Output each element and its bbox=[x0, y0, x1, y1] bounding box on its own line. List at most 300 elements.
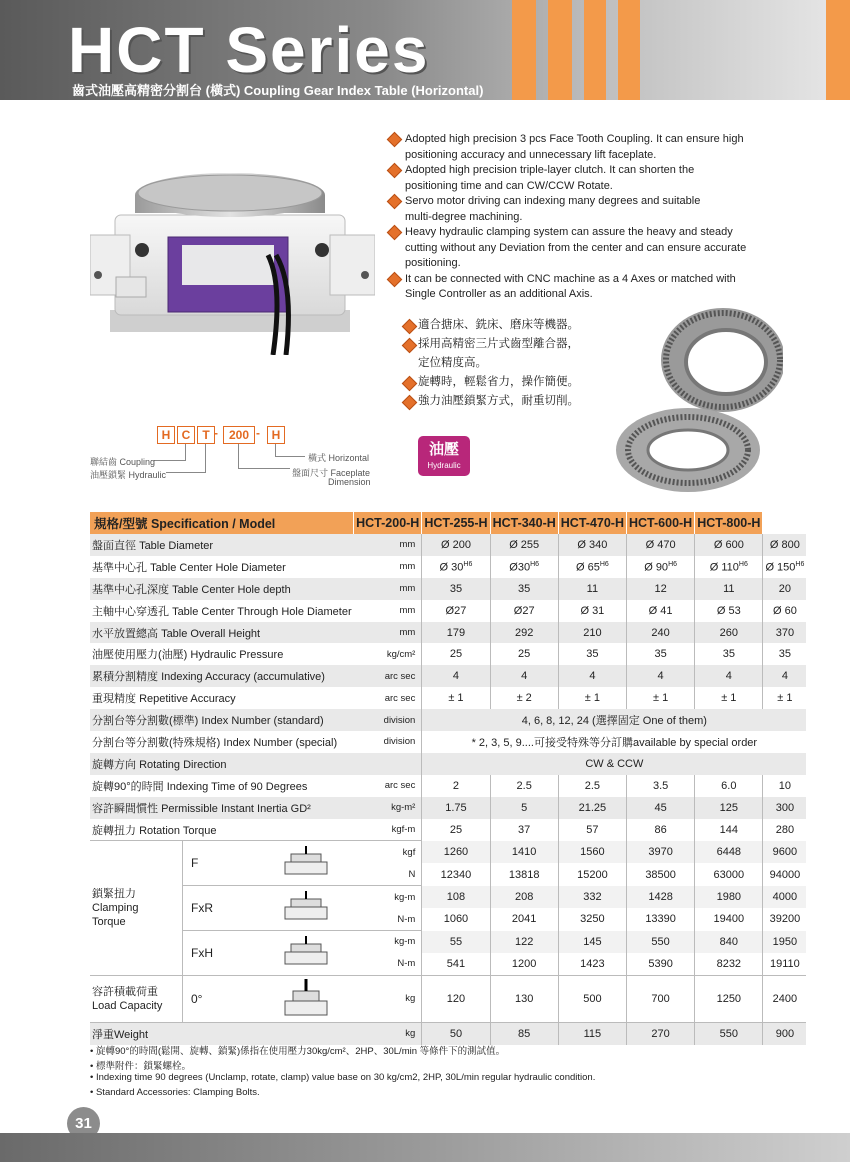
feature-line: Single Controller as an additional Axis. bbox=[405, 288, 593, 300]
row-unit: kg/cm² bbox=[354, 643, 422, 665]
table-cell bbox=[490, 687, 558, 709]
row-label-en: Table Overall Height bbox=[161, 627, 261, 640]
table-cell: 85 bbox=[490, 1022, 558, 1044]
cell-value: ± 1 bbox=[448, 692, 464, 705]
table-cell: 63000 bbox=[695, 863, 763, 885]
table-cell: 6448 bbox=[695, 841, 763, 863]
cell-value: Ø27 bbox=[513, 604, 535, 617]
cell-value: 35 bbox=[586, 648, 599, 661]
feature-line: positioning. bbox=[405, 257, 461, 269]
row-label-en: Indexing Accuracy (accumulative) bbox=[161, 671, 325, 684]
table-cell: 5390 bbox=[627, 953, 695, 975]
cell-value: 20 bbox=[778, 582, 792, 595]
table-cell: 700 bbox=[627, 975, 695, 1022]
table-cell bbox=[422, 665, 490, 687]
row-label-zh: 分割台等分割數(標準) bbox=[92, 715, 199, 728]
feature-item bbox=[405, 132, 785, 163]
table-cell bbox=[763, 600, 806, 622]
cell-value: Ø 41 bbox=[648, 604, 673, 617]
table-cell bbox=[490, 797, 558, 819]
table-cell bbox=[627, 622, 695, 644]
cell-value: 2.5 bbox=[516, 779, 532, 792]
row-label-en: Table Diameter bbox=[139, 539, 214, 552]
clamping-group-wrap bbox=[185, 846, 331, 880]
row-label-en: Hydraulic Pressure bbox=[190, 649, 284, 662]
row-label bbox=[90, 819, 354, 841]
row-label-zh: 基準中心孔 bbox=[92, 561, 147, 574]
row-label-en: Repetitive Accuracy bbox=[139, 693, 236, 706]
cell-value: Ø 470 bbox=[645, 538, 676, 551]
row-label bbox=[90, 578, 354, 600]
table-cell bbox=[422, 643, 490, 665]
cell-value: 4 bbox=[452, 670, 460, 683]
bullet-icon bbox=[387, 132, 403, 148]
row-label bbox=[90, 753, 354, 775]
cell-value: 37 bbox=[518, 823, 531, 836]
cell-value: ± 1 bbox=[721, 692, 737, 705]
table-cell: 550 bbox=[627, 931, 695, 953]
table-cell bbox=[422, 687, 490, 709]
row-label bbox=[90, 709, 354, 731]
cell-value: 240 bbox=[651, 626, 670, 639]
table-cell bbox=[695, 819, 763, 841]
table-cell: 500 bbox=[558, 975, 626, 1022]
row-label-zh: 分割台等分割數(特殊規格) bbox=[92, 736, 221, 749]
cell-value: 4 bbox=[521, 670, 528, 683]
feature-item-zh bbox=[418, 373, 579, 392]
model-header: HCT-600-H bbox=[627, 512, 695, 534]
table-cell: 2400 bbox=[763, 975, 806, 1022]
clamping-row bbox=[90, 931, 806, 953]
table-cell: 145 bbox=[558, 931, 626, 953]
row-label bbox=[90, 534, 354, 556]
row-span-value: * 2, 3, 5, 9....可接受特殊等分訂購available by special order bbox=[422, 731, 807, 753]
table-cell bbox=[763, 534, 806, 556]
leader-line bbox=[154, 460, 186, 461]
feature-item bbox=[405, 225, 785, 272]
table-cell: 541 bbox=[422, 953, 490, 975]
table-cell bbox=[627, 556, 695, 578]
clamping-group-label: F bbox=[191, 856, 199, 871]
model-header: HCT-200-H bbox=[354, 512, 422, 534]
row-label-zh: 水平放置總高 bbox=[92, 627, 158, 640]
model-header: HCT-800-H bbox=[695, 512, 763, 534]
table-cell bbox=[558, 819, 626, 841]
cell-value: 35 bbox=[449, 582, 463, 595]
badge-en: Hydraulic bbox=[427, 461, 461, 470]
table-cell: 1250 bbox=[695, 975, 763, 1022]
table-cell: 3250 bbox=[558, 908, 626, 930]
table-cell bbox=[627, 775, 695, 797]
row-unit: kg bbox=[354, 975, 422, 1022]
table-row bbox=[90, 600, 806, 622]
table-cell: 1980 bbox=[695, 886, 763, 908]
table-cell: 115 bbox=[558, 1022, 626, 1044]
note-line: • 標準附件：鎖緊螺栓。 bbox=[90, 1060, 191, 1072]
table-cell: 332 bbox=[558, 886, 626, 908]
clamp-diagram-icon bbox=[281, 936, 331, 970]
model-code-char: C bbox=[177, 426, 195, 444]
table-cell: 19400 bbox=[695, 908, 763, 930]
cell-value: ± 2 bbox=[516, 692, 532, 705]
row-unit: division bbox=[354, 709, 422, 731]
model-code-dash: - bbox=[256, 426, 260, 440]
table-cell bbox=[490, 775, 558, 797]
table-cell bbox=[490, 578, 558, 600]
cell-value: 45 bbox=[654, 801, 667, 814]
clamping-row bbox=[90, 886, 806, 908]
row-label-en: Rotating Direction bbox=[139, 758, 227, 771]
load-angle: 0° bbox=[191, 991, 203, 1006]
table-cell bbox=[490, 665, 558, 687]
feature-item bbox=[405, 163, 785, 194]
feature-line: 適合搪床、銑床、磨床等機器。 bbox=[418, 319, 579, 331]
row-unit: arc sec bbox=[354, 775, 422, 797]
cell-value: 86 bbox=[654, 823, 667, 836]
model-code-char: H bbox=[267, 426, 285, 444]
leader-line bbox=[238, 468, 290, 469]
table-row bbox=[90, 797, 806, 819]
table-cell: 1200 bbox=[490, 953, 558, 975]
table-cell: 1410 bbox=[490, 841, 558, 863]
model-code-dash: - bbox=[214, 426, 218, 440]
table-cell bbox=[763, 643, 806, 665]
cell-value: Ø 65 bbox=[575, 561, 600, 574]
table-row bbox=[90, 665, 806, 687]
label-hydraulic: 油壓鎖緊 Hydraulic bbox=[90, 470, 167, 480]
model-header: HCT-340-H bbox=[490, 512, 558, 534]
clamping-group bbox=[183, 841, 354, 886]
table-row bbox=[90, 556, 806, 578]
table-cell bbox=[695, 643, 763, 665]
table-cell bbox=[763, 797, 806, 819]
load-group bbox=[183, 975, 354, 1022]
row-unit: mm bbox=[354, 534, 422, 556]
clamping-en: Torque bbox=[92, 916, 126, 929]
cell-value: 260 bbox=[719, 626, 738, 639]
row-label-zh: 基準中心孔深度 bbox=[92, 583, 169, 596]
table-row bbox=[90, 709, 806, 731]
cell-tolerance: H6 bbox=[463, 560, 473, 568]
cell-value: 210 bbox=[583, 626, 602, 639]
table-cell bbox=[558, 534, 626, 556]
table-cell bbox=[627, 578, 695, 600]
clamping-en: Clamping bbox=[92, 902, 139, 915]
row-label bbox=[90, 775, 354, 797]
table-cell: 208 bbox=[490, 886, 558, 908]
table-row bbox=[90, 687, 806, 709]
table-row bbox=[90, 622, 806, 644]
row-unit: N bbox=[354, 863, 422, 885]
clamping-zh: 鎖緊扭力 bbox=[92, 888, 136, 901]
bullet-icon bbox=[402, 376, 418, 392]
feature-line: multi-degree machining. bbox=[405, 210, 523, 223]
feature-item-zh bbox=[418, 335, 579, 373]
cell-value: 35 bbox=[778, 648, 792, 661]
table-cell bbox=[558, 556, 626, 578]
clamping-group-wrap bbox=[185, 936, 331, 970]
table-cell: 55 bbox=[422, 931, 490, 953]
cell-value: Ø30 bbox=[509, 561, 531, 574]
table-row bbox=[90, 578, 806, 600]
feature-item-zh bbox=[418, 392, 579, 411]
table-cell bbox=[695, 797, 763, 819]
cell-value: Ø 200 bbox=[440, 538, 471, 551]
load-en: Load Capacity bbox=[92, 999, 163, 1012]
table-cell bbox=[763, 687, 806, 709]
label-dimension: Dimension bbox=[328, 477, 371, 487]
page-footer bbox=[0, 1133, 850, 1162]
table-cell: 94000 bbox=[763, 863, 806, 885]
table-cell: 2041 bbox=[490, 908, 558, 930]
table-cell bbox=[422, 578, 490, 600]
table-cell bbox=[490, 600, 558, 622]
cell-value: 57 bbox=[586, 823, 599, 836]
table-cell bbox=[763, 556, 806, 578]
row-label-en: Table Center Through Hole Diameter bbox=[172, 605, 352, 618]
table-cell: 840 bbox=[695, 931, 763, 953]
clamping-group bbox=[183, 886, 354, 931]
table-cell: 15200 bbox=[558, 863, 626, 885]
table-cell: 270 bbox=[627, 1022, 695, 1044]
load-zh: 容許積載荷重 bbox=[92, 985, 158, 998]
weight-label bbox=[90, 1022, 354, 1044]
row-unit: N-m bbox=[354, 908, 422, 930]
load-row bbox=[90, 975, 806, 1022]
row-label-zh: 旋轉方向 bbox=[92, 758, 136, 771]
table-cell: 12340 bbox=[422, 863, 490, 885]
table-cell: 550 bbox=[695, 1022, 763, 1044]
clamping-row bbox=[90, 841, 806, 863]
row-label-en: Permissible Instant Inertia GD² bbox=[161, 802, 311, 815]
table-row bbox=[90, 534, 806, 556]
table-cell: 130 bbox=[490, 975, 558, 1022]
table-cell: 1560 bbox=[558, 841, 626, 863]
specification-table bbox=[90, 512, 806, 1045]
feature-line: positioning accuracy and unnecessary lift faceplate. bbox=[405, 148, 657, 161]
table-cell: 39200 bbox=[763, 908, 806, 930]
cell-value: 11 bbox=[723, 582, 735, 595]
row-label bbox=[90, 687, 354, 709]
cell-value: Ø 53 bbox=[716, 604, 741, 617]
header-stripe bbox=[826, 0, 850, 100]
cell-value: 35 bbox=[518, 582, 531, 595]
table-cell bbox=[627, 534, 695, 556]
cell-value: Ø 340 bbox=[577, 538, 608, 551]
cell-value: 11 bbox=[586, 582, 599, 595]
feature-line: 定位精度高。 bbox=[418, 357, 487, 369]
feature-line: 強力油壓鎖緊方式，耐重切削。 bbox=[418, 395, 579, 407]
index-table-image bbox=[90, 165, 375, 355]
cell-value: ± 1 bbox=[584, 692, 600, 705]
table-row bbox=[90, 731, 806, 753]
feature-line: It can be connected with CNC machine as a 4 Axes or matched with bbox=[405, 272, 736, 285]
table-cell bbox=[627, 600, 695, 622]
leader-line bbox=[205, 444, 206, 472]
model-header: HCT-255-H bbox=[422, 512, 490, 534]
clamping-group-label: FxR bbox=[191, 901, 213, 916]
cell-value: 125 bbox=[719, 801, 738, 814]
load-group-wrap bbox=[185, 979, 331, 1019]
table-cell bbox=[695, 622, 763, 644]
cell-value: Ø 60 bbox=[772, 604, 797, 617]
row-label bbox=[90, 556, 354, 578]
table-cell: 900 bbox=[763, 1022, 806, 1044]
row-label-en: Index Number (special) bbox=[223, 736, 338, 749]
row-unit: arc sec bbox=[354, 665, 422, 687]
cell-value: Ø 255 bbox=[509, 538, 540, 551]
clamping-group bbox=[183, 931, 354, 976]
cell-tolerance: H6 bbox=[668, 560, 678, 568]
note-line: • Indexing time 90 degrees (Unclamp, rotate, clamp) value base on 30 kg/cm2, 2HP, 30L/min regular hydraulic condition. bbox=[90, 1072, 596, 1083]
table-row bbox=[90, 643, 806, 665]
row-label-en: Indexing Time of 90 Degrees bbox=[166, 780, 308, 793]
cell-value: 3.5 bbox=[652, 779, 669, 792]
row-unit: kgf bbox=[354, 841, 422, 863]
cell-value: 25 bbox=[449, 648, 463, 661]
feature-item-zh bbox=[418, 316, 579, 335]
note-line: • Standard Accessories: Clamping Bolts. bbox=[90, 1086, 260, 1098]
row-span-value: CW & CCW bbox=[422, 753, 807, 775]
cell-value: 4 bbox=[781, 670, 788, 683]
clamping-group-wrap bbox=[185, 891, 331, 925]
table-cell: 13390 bbox=[627, 908, 695, 930]
row-label-en: Table Center Hole depth bbox=[172, 583, 291, 596]
row-label-en: Index Number (standard) bbox=[201, 715, 324, 728]
model-code-char: H bbox=[157, 426, 175, 444]
cell-value: 35 bbox=[722, 648, 735, 661]
label-coupling: 聯結齒 Coupling bbox=[90, 457, 156, 467]
cell-value: ± 1 bbox=[777, 692, 793, 705]
table-row bbox=[90, 775, 806, 797]
cell-value: 179 bbox=[446, 626, 466, 639]
cell-value: 2.5 bbox=[584, 779, 601, 792]
table-cell: 1060 bbox=[422, 908, 490, 930]
table-cell: 19110 bbox=[763, 953, 806, 975]
row-label-zh: 累積分割精度 bbox=[92, 671, 158, 684]
table-cell bbox=[695, 534, 763, 556]
cell-value: 10 bbox=[778, 779, 792, 792]
feature-line: 旋轉時，輕鬆省力，操作簡便。 bbox=[418, 376, 579, 388]
weight-en: Weight bbox=[114, 1028, 149, 1041]
cell-tolerance: H6 bbox=[530, 560, 540, 568]
table-cell bbox=[695, 775, 763, 797]
table-cell: 1950 bbox=[763, 931, 806, 953]
table-cell bbox=[627, 687, 695, 709]
row-label bbox=[90, 622, 354, 644]
row-label-zh: 主軸中心穿透孔 bbox=[92, 605, 169, 618]
bullet-icon bbox=[387, 271, 403, 287]
cell-value: ± 1 bbox=[653, 692, 669, 705]
table-row bbox=[90, 753, 806, 775]
feature-item bbox=[405, 272, 785, 303]
badge-zh: 油壓 bbox=[428, 441, 459, 458]
page-title: HCT Series bbox=[68, 14, 430, 86]
cell-tolerance: H6 bbox=[599, 560, 609, 568]
row-label bbox=[90, 665, 354, 687]
table-cell bbox=[763, 775, 806, 797]
row-unit: mm bbox=[354, 600, 422, 622]
clamping-group-label: FxH bbox=[191, 945, 213, 960]
table-row bbox=[90, 819, 806, 841]
clamp-diagram-icon bbox=[281, 846, 331, 880]
table-cell bbox=[422, 819, 490, 841]
load-diagram-icon bbox=[281, 979, 331, 1019]
table-cell bbox=[763, 578, 806, 600]
table-cell bbox=[490, 819, 558, 841]
bullet-icon bbox=[387, 163, 403, 179]
table-cell bbox=[558, 600, 626, 622]
cell-value: 280 bbox=[775, 823, 795, 836]
label-faceplate: 盤面尺寸 Faceplate bbox=[292, 468, 371, 478]
leader-line bbox=[238, 444, 239, 468]
row-unit bbox=[354, 753, 422, 775]
row-label-zh: 旋轉90°的時間 bbox=[92, 780, 164, 793]
row-label-zh: 油壓使用壓力(油壓) bbox=[92, 649, 188, 662]
cell-value: Ø 31 bbox=[580, 604, 605, 617]
cell-value: Ø 90 bbox=[644, 561, 669, 574]
table-cell: 1260 bbox=[422, 841, 490, 863]
table-cell: 8232 bbox=[695, 953, 763, 975]
table-cell: 108 bbox=[422, 886, 490, 908]
table-cell: 38500 bbox=[627, 863, 695, 885]
row-label bbox=[90, 643, 354, 665]
hydraulic-badge bbox=[418, 436, 470, 476]
leader-line bbox=[275, 444, 276, 456]
table-cell bbox=[490, 643, 558, 665]
table-cell: 1423 bbox=[558, 953, 626, 975]
load-label bbox=[90, 975, 183, 1022]
table-cell: 3970 bbox=[627, 841, 695, 863]
weight-zh: 淨重 bbox=[92, 1028, 114, 1041]
table-cell bbox=[558, 578, 626, 600]
cell-value: 35 bbox=[654, 648, 667, 661]
row-unit: kg-m bbox=[354, 931, 422, 953]
model-header: HCT-470-H bbox=[558, 512, 626, 534]
leader-line bbox=[185, 444, 186, 460]
leader-line bbox=[275, 456, 305, 457]
header-stripe bbox=[548, 0, 572, 100]
table-cell: 13818 bbox=[490, 863, 558, 885]
cell-value: Ø27 bbox=[445, 604, 467, 617]
note-line: • 旋轉90°的時間(鬆開、旋轉、鎖緊)係指在使用壓力30kg/cm²、2HP、30L/min 等條件下的測試值。 bbox=[90, 1046, 506, 1057]
model-code-char: T bbox=[197, 426, 215, 444]
feature-line: Servo motor driving can indexing many degrees and suitable bbox=[405, 195, 701, 207]
feature-line: Heavy hydraulic clamping system can assure the heavy and steady bbox=[405, 226, 733, 238]
cell-value: Ø 600 bbox=[713, 538, 744, 551]
cell-value: 21.25 bbox=[578, 801, 607, 814]
clamp-diagram-icon bbox=[281, 891, 331, 925]
row-unit: division bbox=[354, 731, 422, 753]
cell-value: 292 bbox=[514, 626, 534, 639]
row-unit: arc sec bbox=[354, 687, 422, 709]
header-stripe bbox=[512, 0, 536, 100]
cell-value: 4 bbox=[657, 670, 664, 683]
cell-value: Ø 150 bbox=[765, 561, 796, 574]
feature-line: Adopted high precision 3 pcs Face Tooth Coupling. It can ensure high bbox=[405, 133, 744, 145]
row-unit: kg bbox=[354, 1022, 422, 1044]
cell-value: Ø 800 bbox=[769, 538, 800, 551]
table-cell bbox=[695, 600, 763, 622]
table-cell bbox=[695, 578, 763, 600]
feature-line: positioning time and can CW/CCW Rotate. bbox=[405, 179, 613, 192]
row-label-zh: 重現精度 bbox=[92, 693, 136, 706]
cell-value: 1.75 bbox=[445, 801, 467, 814]
cell-value: 300 bbox=[775, 801, 795, 814]
table-cell: 4000 bbox=[763, 886, 806, 908]
coupling-gear-image bbox=[608, 300, 783, 495]
row-unit: kgf-m bbox=[354, 819, 422, 841]
